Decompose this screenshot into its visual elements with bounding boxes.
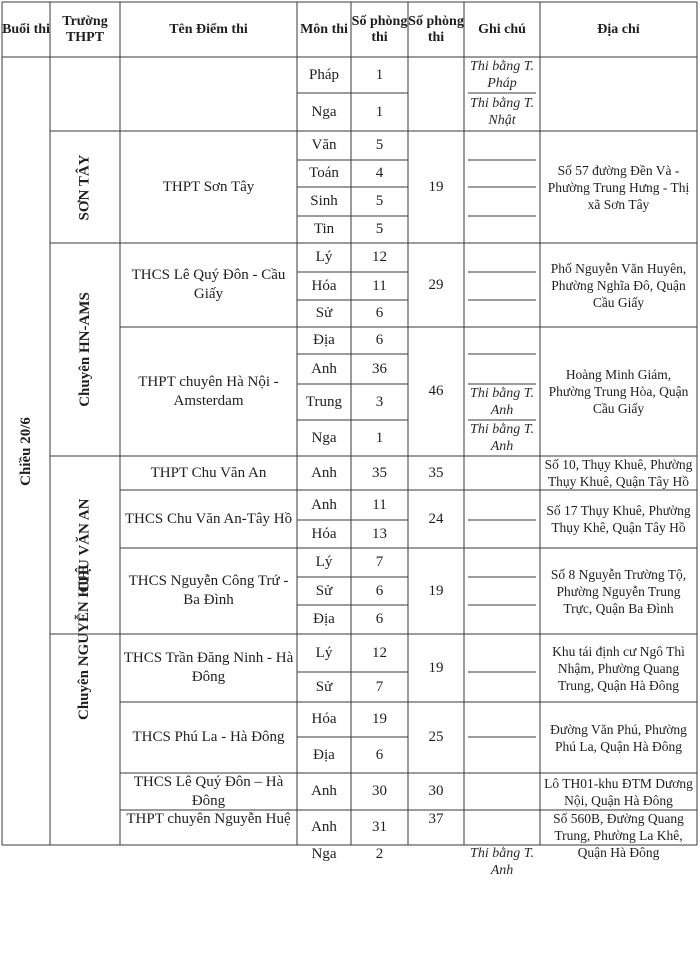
subject-cell: Địa xyxy=(313,611,335,627)
venue-name: THPT Chu Văn An xyxy=(150,464,267,481)
subject-cell: Sử xyxy=(315,305,333,321)
rooms-cell: 5 xyxy=(375,221,384,237)
rooms-cell: 36 xyxy=(372,360,387,377)
subject-cell: Sử xyxy=(315,678,333,695)
subject-cell: Lý xyxy=(315,554,333,570)
venue-name: THCS Phú La - Hà Đông xyxy=(132,729,285,745)
rooms-cell: 3 xyxy=(375,393,384,410)
total-rooms: 19 xyxy=(428,582,444,599)
subject-cell: Anh xyxy=(311,783,337,799)
total-rooms: 37 xyxy=(428,811,444,827)
venue-address: Khu tái định cư Ngô Thì Nhậm, Phường Quang Trung, Quận Hà Đông xyxy=(552,643,685,693)
rooms-cell: 30 xyxy=(372,783,387,799)
subject-cell: Trung xyxy=(305,393,343,410)
school-label-cell xyxy=(50,564,120,721)
venue-address: Đường Văn Phú, Phường Phú La, Quận Hà Đông xyxy=(550,721,687,754)
header-address: Địa chỉ xyxy=(597,21,640,37)
rooms-cell: 5 xyxy=(375,193,384,209)
header-subject: Môn thi xyxy=(300,21,348,37)
subject-cell: Anh xyxy=(311,819,337,835)
rooms-cell: 12 xyxy=(372,249,387,265)
header-total-rooms: Số phòng thi xyxy=(408,13,464,45)
total-rooms: 25 xyxy=(428,729,444,745)
rooms-cell: 6 xyxy=(375,746,384,763)
rooms-cell: 6 xyxy=(375,305,384,321)
rooms-cell: 7 xyxy=(375,554,384,570)
subject-cell: Pháp xyxy=(309,66,339,83)
venue-name: THCS Lê Quý Đôn - Cầu Giấy xyxy=(131,267,286,302)
school-label-cell xyxy=(50,131,120,243)
venue-address: Lô TH01-khu ĐTM Dương Nội, Quận Hà Đông xyxy=(544,775,693,808)
total-rooms: 19 xyxy=(428,178,444,195)
header-note: Ghi chú xyxy=(478,21,526,37)
total-rooms: 30 xyxy=(428,783,444,799)
subject-cell: Địa xyxy=(313,332,335,348)
rooms-cell: 35 xyxy=(372,464,387,481)
subject-cell: Hóa xyxy=(311,277,337,294)
total-rooms: 19 xyxy=(428,659,444,676)
note-cell: Thi bằng T. Nhật xyxy=(470,96,534,128)
subject-cell: Lý xyxy=(315,644,333,661)
school-label: Chuyên NGUYỄN HUỆ xyxy=(76,564,93,721)
total-rooms: 29 xyxy=(428,276,444,293)
subject-cell: Nga xyxy=(311,103,337,120)
subject-cell: Nga xyxy=(311,429,337,446)
note-cell: Thi bằng T. Pháp xyxy=(470,59,534,91)
subject-cell: Anh xyxy=(311,496,337,513)
note-cell: Thi bằng T. Anh xyxy=(470,422,534,454)
school-label: SƠN TÂY xyxy=(76,154,93,220)
subject-cell: Nga xyxy=(311,846,337,862)
subject-cell: Văn xyxy=(311,137,337,153)
venue-name: THCS Lê Quý Đôn – Hà Đông xyxy=(133,773,284,809)
subject-cell: Toán xyxy=(309,165,339,181)
subject-cell: Hóa xyxy=(311,711,337,727)
header-rooms: Số phòng thi xyxy=(351,13,408,45)
venue-address: Số 17 Thụy Khuê, Phường Thụy Khê, Quận Tây Hồ xyxy=(546,503,691,535)
session-label: Chiều 20/6 xyxy=(17,416,34,486)
venue-name: THPT chuyên Nguyễn Huệ xyxy=(126,811,291,827)
header-session: Buổi thi xyxy=(2,21,50,37)
rooms-cell: 31 xyxy=(372,819,387,835)
rooms-cell: 13 xyxy=(372,525,387,542)
venue-name: THPT chuyên Hà Nội - Amsterdam xyxy=(138,373,279,409)
venue-name: THPT Sơn Tây xyxy=(162,178,255,195)
school-label-cell xyxy=(50,243,120,456)
subject-cell: Tin xyxy=(313,221,335,237)
school-label: CHU VĂN AN xyxy=(76,498,93,592)
session-label-cell xyxy=(2,57,50,845)
rooms-cell: 5 xyxy=(375,137,384,153)
venue-address: Phố Nguyễn Văn Huyên, Phường Nghĩa Đô, Quận Cầu Giấy xyxy=(550,260,687,310)
rooms-cell: 6 xyxy=(375,611,384,627)
venue-address: Số 57 đường Đền Và - Phường Trung Hưng - Thị xã Sơn Tây xyxy=(547,162,690,212)
rooms-cell: 1 xyxy=(375,103,384,120)
rooms-cell: 19 xyxy=(372,711,387,727)
rooms-cell: 2 xyxy=(375,846,384,862)
header-venue: Tên Điểm thi xyxy=(169,21,248,37)
venue-name: THCS Trần Đăng Ninh - Hà Đông xyxy=(123,650,294,685)
venue-address: Hoàng Minh Giám, Phường Trung Hòa, Quận Cầu Giấy xyxy=(548,367,689,416)
subject-cell: Anh xyxy=(311,360,337,377)
rooms-cell: 6 xyxy=(375,582,384,599)
note-cell: Thi bằng T. Anh xyxy=(470,846,534,878)
rooms-cell: 1 xyxy=(375,66,384,83)
venue-name: THCS Chu Văn An-Tây Hồ xyxy=(124,510,293,527)
subject-cell: Hóa xyxy=(311,525,337,542)
subject-cell: Lý xyxy=(315,249,333,265)
note-cell: Thi bằng T. Anh xyxy=(470,386,534,418)
total-rooms: 24 xyxy=(428,510,444,527)
total-rooms: 35 xyxy=(428,464,444,481)
rooms-cell: 6 xyxy=(375,332,384,348)
subject-cell: Sử xyxy=(315,582,333,599)
subject-cell: Anh xyxy=(311,464,337,481)
venue-name: THCS Nguyễn Công Trứ - Ba Đình xyxy=(128,573,289,608)
header-school: Trường THPT xyxy=(62,13,108,45)
school-label: Chuyên HN-AMS xyxy=(76,292,93,407)
venue-address: Số 560B, Đường Quang Trung, Phường La Khê, Quận Hà Đông xyxy=(553,811,684,860)
subject-cell: Địa xyxy=(313,746,335,763)
rooms-cell: 7 xyxy=(375,678,384,695)
rooms-cell: 11 xyxy=(372,277,387,294)
venue-address: Số 10, Thụy Khuê, Phường Thụy Khuê, Quận Tây Hồ xyxy=(544,457,693,489)
rooms-cell: 1 xyxy=(375,429,384,446)
rooms-cell: 12 xyxy=(372,644,387,661)
total-rooms: 46 xyxy=(428,383,444,399)
rooms-cell: 11 xyxy=(372,496,387,513)
venue-address: Số 8 Nguyễn Trường Tộ, Phường Nguyễn Trung Trực, Quận Ba Đình xyxy=(550,566,687,616)
rooms-cell: 4 xyxy=(375,165,384,181)
subject-cell: Sinh xyxy=(310,193,338,209)
